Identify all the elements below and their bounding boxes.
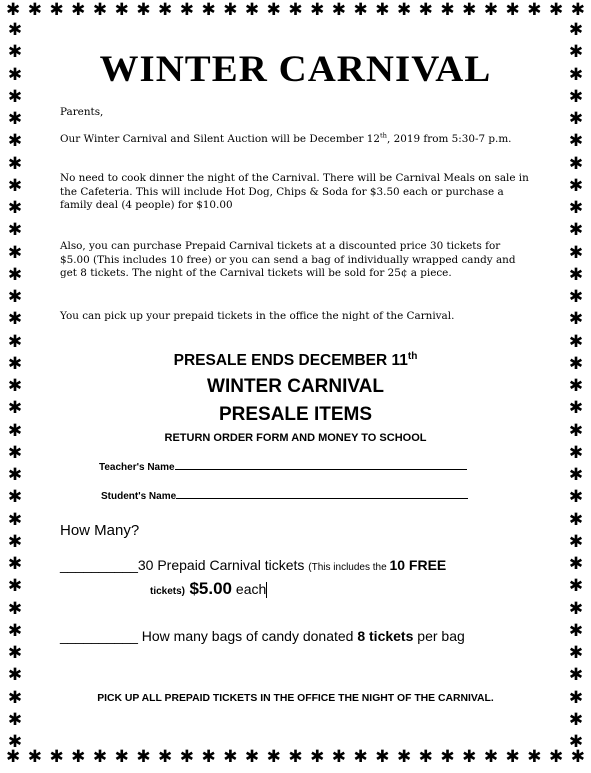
snowflake-icon: ✱ [310, 747, 325, 767]
candy-quantity-blank[interactable]: __________ [60, 628, 138, 644]
snowflake-icon: ✱ [375, 0, 390, 20]
snowflake-icon: ✱ [568, 42, 584, 63]
snowflake-icon: ✱ [568, 264, 584, 285]
snowflake-icon: ✱ [396, 747, 412, 767]
snowflake-icon: ✱ [505, 747, 520, 767]
snowflake-icon: ✱ [201, 0, 216, 20]
snowflake-icon: ✱ [7, 620, 23, 641]
snowflake-icon: ✱ [548, 747, 564, 767]
snowflake-icon: ✱ [92, 0, 108, 20]
snowflake-icon: ✱ [71, 0, 86, 20]
snowflake-icon: ✱ [568, 220, 584, 241]
snowflake-icon: ✱ [568, 620, 584, 641]
snowflake-icon: ✱ [7, 264, 23, 285]
snowflake-icon: ✱ [7, 153, 23, 174]
snowflake-icon: ✱ [568, 465, 584, 485]
paragraph-date-text-end: , 2019 from 5:30-7 p.m. [387, 133, 512, 145]
ticket-item-free: 10 FREE [389, 557, 447, 573]
snowflake-icon: ✱ [527, 0, 542, 20]
snowflake-icon: ✱ [568, 64, 584, 85]
snowflake-icon: ✱ [49, 0, 64, 20]
snowflake-icon: ✱ [375, 747, 390, 767]
snowflake-icon: ✱ [7, 331, 23, 352]
teacher-name-row [99, 462, 467, 473]
snowflake-icon: ✱ [7, 665, 23, 686]
snowflake-icon: ✱ [568, 709, 584, 730]
greeting: Parents, [60, 106, 104, 118]
snowflake-icon: ✱ [331, 0, 347, 20]
snowflake-icon: ✱ [266, 747, 281, 767]
how-many-label: How Many? [60, 522, 140, 539]
snowflake-icon: ✱ [568, 665, 584, 686]
snowflake-icon: ✱ [136, 747, 151, 767]
snowflake-icon: ✱ [223, 0, 238, 20]
snowflake-icon: ✱ [7, 376, 23, 396]
snowflake-icon: ✱ [7, 175, 23, 196]
snowflake-icon: ✱ [7, 64, 23, 85]
snowflake-icon: ✱ [568, 153, 584, 174]
snowflake-icon: ✱ [568, 643, 584, 663]
snowflake-icon: ✱ [462, 0, 477, 20]
presale-deadline-sup: th [407, 350, 418, 362]
snowflake-icon: ✱ [27, 0, 42, 20]
teacher-name-field[interactable] [175, 469, 467, 470]
snowflake-icon: ✱ [7, 86, 23, 107]
snowflake-icon: ✱ [6, 747, 21, 767]
snowflake-icon: ✱ [568, 131, 584, 152]
flyer-title: WINTER CARNIVAL [99, 49, 492, 90]
snowflake-icon: ✱ [568, 242, 584, 263]
snowflake-icon: ✱ [568, 531, 584, 552]
snowflake-icon: ✱ [418, 0, 433, 20]
text-cursor [266, 582, 267, 598]
snowflake-icon: ✱ [201, 747, 216, 767]
snowflake-icon: ✱ [353, 0, 368, 20]
snowflake-icon: ✱ [568, 353, 584, 374]
snowflake-icon: ✱ [7, 242, 23, 263]
student-name-row [101, 491, 468, 502]
snowflake-icon: ✱ [548, 0, 564, 20]
footer-note: PICK UP ALL PREPAID TICKETS IN THE OFFICE THE NIGHT OF THE CARNIVAL. [97, 693, 494, 704]
snowflake-icon: ✱ [7, 398, 23, 419]
snowflake-icon: ✱ [568, 576, 584, 597]
snowflake-icon: ✱ [288, 747, 303, 767]
snowflake-icon: ✱ [483, 747, 499, 767]
ticket-quantity-blank[interactable]: __________ [60, 557, 138, 573]
snowflake-icon: ✱ [7, 353, 23, 374]
snowflake-icon: ✱ [568, 398, 584, 419]
snowflake-icon: ✱ [136, 0, 151, 20]
snowflake-icon: ✱ [158, 0, 173, 20]
snowflake-icon: ✱ [7, 131, 23, 152]
paragraph-date-text: Our Winter Carnival and Silent Auction will be December 12 [60, 133, 380, 145]
snowflake-icon: ✱ [568, 86, 584, 107]
snowflake-icon: ✱ [244, 0, 260, 20]
snowflake-icon: ✱ [568, 598, 584, 619]
snowflake-icon: ✱ [6, 0, 21, 20]
snowflake-icon: ✱ [483, 0, 499, 20]
snowflake-icon: ✱ [396, 0, 412, 20]
snowflake-icon: ✱ [7, 643, 23, 663]
snowflake-icon: ✱ [568, 309, 584, 330]
student-name-label: Student's Name [101, 491, 177, 502]
snowflake-icon: ✱ [7, 732, 23, 752]
student-name-field[interactable] [176, 498, 468, 499]
order-item-tickets-line2 [150, 579, 267, 599]
snowflake-icon: ✱ [223, 747, 238, 767]
snowflake-icon: ✱ [7, 287, 23, 307]
snowflake-icon: ✱ [179, 0, 194, 20]
snowflake-icon: ✱ [568, 554, 584, 574]
snowflake-icon: ✱ [7, 309, 23, 330]
ticket-item-note: (This includes the [308, 562, 390, 573]
snowflake-icon: ✱ [568, 109, 584, 129]
snowflake-icon: ✱ [7, 531, 23, 552]
snowflake-icon: ✱ [7, 220, 23, 241]
ticket-item-price: $5.00 [189, 579, 233, 598]
snowflake-icon: ✱ [7, 576, 23, 597]
snowflake-icon: ✱ [7, 420, 23, 441]
snowflake-icon: ✱ [505, 0, 520, 20]
snowflake-icon: ✱ [49, 747, 64, 767]
snowflake-icon: ✱ [568, 487, 584, 508]
paragraph-meals: No need to cook dinner the night of the Carnival. There will be Carnival Meals on sale in the Cafeteria. This will include Hot Dog, Chips & Soda for $3.50 each or purchase a family deal (4 people) for $10.00 [60, 172, 529, 211]
snowflake-icon: ✱ [179, 747, 194, 767]
snowflake-icon: ✱ [158, 747, 173, 767]
snowflake-icon: ✱ [114, 747, 129, 767]
snowflake-icon: ✱ [288, 0, 303, 20]
ticket-item-note-end: tickets) [150, 586, 186, 597]
snowflake-icon: ✱ [568, 732, 584, 752]
snowflake-icon: ✱ [7, 20, 23, 40]
snowflake-icon: ✱ [418, 747, 433, 767]
snowflake-icon: ✱ [353, 747, 368, 767]
snowflake-icon: ✱ [568, 175, 584, 196]
snowflake-icon: ✱ [310, 0, 325, 20]
order-item-tickets [60, 557, 446, 573]
snowflake-icon: ✱ [7, 687, 23, 708]
teacher-name-label: Teacher's Name [99, 462, 175, 473]
snowflake-icon: ✱ [331, 747, 347, 767]
snowflake-icon: ✱ [92, 747, 108, 767]
snowflake-icon: ✱ [570, 0, 585, 20]
snowflake-icon: ✱ [570, 747, 585, 767]
snowflake-icon: ✱ [568, 376, 584, 396]
candy-item-tickets: 8 tickets [357, 628, 414, 644]
paragraph-date [60, 133, 530, 147]
candy-item-text: How many bags of candy donated [137, 628, 358, 644]
snowflake-icon: ✱ [7, 109, 23, 129]
ticket-item-text: 30 Prepaid Carnival tickets [137, 557, 309, 573]
snowflake-icon: ✱ [7, 509, 23, 530]
snowflake-icon: ✱ [114, 0, 129, 20]
snowflake-icon: ✱ [244, 747, 260, 767]
snowflake-icon: ✱ [568, 420, 584, 441]
snowflake-icon: ✱ [7, 598, 23, 619]
snowflake-icon: ✱ [7, 487, 23, 508]
snowflake-icon: ✱ [440, 747, 455, 767]
heading-winter-carnival: WINTER CARNIVAL [207, 376, 384, 397]
snowflake-icon: ✱ [527, 747, 542, 767]
snowflake-icon: ✱ [71, 747, 86, 767]
heading-presale-items: PRESALE ITEMS [218, 404, 373, 425]
snowflake-icon: ✱ [7, 554, 23, 574]
presale-deadline [0, 352, 591, 370]
snowflake-icon: ✱ [7, 198, 23, 218]
presale-deadline-text: PRESALE ENDS DECEMBER 11 [173, 352, 408, 369]
paragraph-tickets: Also, you can purchase Prepaid Carnival tickets at a discounted price 30 tickets for $5.00 (This includes 10 free) or you can send a bag of individually wrapped candy and get 8 tickets. The night of the Carnival tickets will be sold for 25¢ a piece. [60, 240, 516, 279]
snowflake-icon: ✱ [568, 287, 584, 307]
snowflake-icon: ✱ [568, 331, 584, 352]
snowflake-icon: ✱ [568, 198, 584, 218]
snowflake-icon: ✱ [266, 0, 281, 20]
snowflake-icon: ✱ [27, 747, 42, 767]
snowflake-icon: ✱ [568, 442, 584, 463]
order-item-candy [60, 628, 465, 644]
snowflake-icon: ✱ [7, 465, 23, 485]
candy-item-text-end: per bag [413, 628, 465, 644]
snowflake-icon: ✱ [568, 687, 584, 708]
snowflake-icon: ✱ [7, 709, 23, 730]
snowflake-icon: ✱ [440, 0, 455, 20]
paragraph-pickup: You can pick up your prepaid tickets in the office the night of the Carnival. [60, 310, 455, 322]
snowflake-icon: ✱ [7, 442, 23, 463]
snowflake-icon: ✱ [568, 20, 584, 40]
snowflake-icon: ✱ [462, 747, 477, 767]
snowflake-icon: ✱ [568, 509, 584, 530]
ticket-item-each: each [232, 581, 267, 597]
paragraph-date-sup: th [379, 131, 388, 140]
return-instruction: RETURN ORDER FORM AND MONEY TO SCHOOL [164, 432, 427, 444]
snowflake-icon: ✱ [7, 42, 23, 63]
